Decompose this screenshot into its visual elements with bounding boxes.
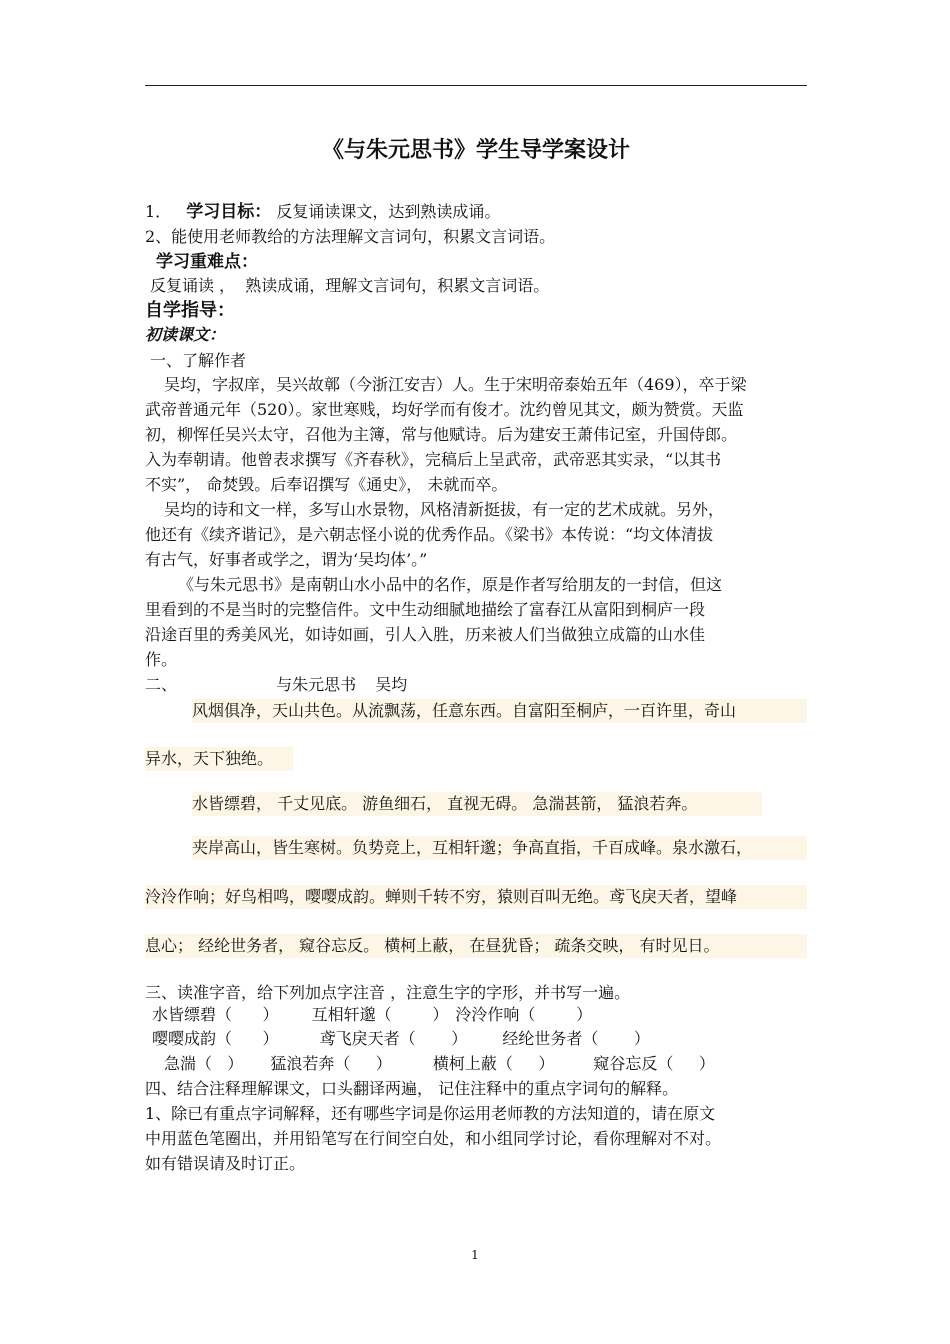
intro-line: 作。 [145, 650, 178, 669]
passage-line: 泠泠作响；好鸟相鸣，嘤嘤成韵。蝉则千转不穷，猿则百叫无绝。鸢飞戾天者，望峰 [145, 885, 807, 909]
first-read-label: 初读课文： [145, 325, 226, 344]
task-line: 如有错误请及时订正。 [145, 1154, 306, 1173]
passage-line: 异水，天下独绝。 [145, 747, 293, 771]
pinyin-row-2 [152, 1027, 814, 1051]
objectives-label: 学习目标： [186, 202, 272, 222]
intro-line: 沿途百里的秀美风光，如诗如画，引人入胜，历来被人们当做独立成篇的山水佳 [145, 625, 706, 644]
passage-line: 风烟俱净，天山共色。从流飘荡，任意东西。自富阳至桐庐，一百许里，奇山 [192, 699, 807, 723]
bio-line: 不实”， 命焚毁。后奉诏撰写《通史》， 未就而卒。 [145, 475, 508, 494]
objectives-line-1 [145, 200, 807, 224]
pinyin-item: 水皆缥碧（ ） [152, 1005, 279, 1024]
pinyin-row-3 [164, 1052, 826, 1076]
pinyin-row-1 [152, 1003, 814, 1027]
difficulty-label: 学习重难点： [156, 252, 258, 272]
text-author: 吴均 [375, 675, 408, 694]
section4-heading: 四、结合注释理解课文，口头翻译两遍， 记住注释中的重点字词句的解释。 [145, 1079, 679, 1098]
bio-line: 有古气，好事者或学之，谓为‘吴均体’。” [145, 550, 428, 569]
bio-line: 吴均，字叔庠，吴兴故鄣（今浙江安吉）人。生于宋明帝泰始五年（469），卒于梁 [164, 375, 747, 394]
task-line: 中用蓝色笔圈出，并用铅笔写在行间空白处，和小组同学讨论，看你理解对不对。 [145, 1129, 722, 1148]
pinyin-item: 鸢飞戾天者（ ） [319, 1029, 468, 1048]
pinyin-item: 互相轩邈（ ） [311, 1005, 449, 1024]
objectives-text-1: 反复诵读课文，达到熟读成诵。 [276, 202, 501, 221]
bio-line: 武帝普通元年（520）。家世寒贱，均好学而有俊才。沈约曾见其文，颇为赞赏。天监 [145, 400, 744, 419]
pinyin-item: 嘤嘤成韵（ ） [152, 1029, 279, 1048]
objectives-line-2: 2、能使用老师教给的方法理解文言词句，积累文言词语。 [145, 227, 556, 246]
document-title: 《与朱元思书》学生导学案设计 [321, 138, 630, 163]
passage-line: 息心； 经纶世务者， 窥谷忘反。 横柯上蔽， 在昼犹昏； 疏条交映， 有时见日。 [145, 934, 807, 958]
pinyin-item: 泠泠作响（ ） [455, 1005, 593, 1024]
objectives-number: 1． [145, 202, 172, 221]
bio-line: 他还有《续齐谐记》，是六朝志怪小说的优秀作品。《梁书》本传说：“均文体清拔 [145, 525, 714, 544]
section1-heading: 一、了解作者 [150, 351, 247, 370]
text-title: 与朱元思书 [276, 675, 357, 694]
pinyin-item: 窥谷忘反（ ） [593, 1054, 715, 1073]
section2-number: 二、 [145, 675, 178, 694]
bio-line: 入为奉朝请。他曾表求撰写《齐春秋》，完稿后上呈武帝，武帝恶其实录，“以其书 [145, 450, 722, 469]
difficulty-text: 反复诵读 ， 熟读成诵，理解文言词句，积累文言词语。 [150, 276, 550, 295]
section3-heading: 三、读准字音，给下列加点字注音 ，注意生字的字形，并书写一遍。 [145, 983, 631, 1002]
intro-line: 里看到的不是当时的完整信件。文中生动细腻地描绘了富春江从富阳到桐庐一段 [145, 600, 706, 619]
task-line: 1、除已有重点字词解释，还有哪些字词是你运用老师教的方法知道的，请在原文 [145, 1104, 716, 1123]
passage-line: 水皆缥碧， 千丈见底。 游鱼细石， 直视无碍。 急湍甚箭， 猛浪若奔。 [192, 792, 762, 816]
pinyin-item: 急湍（ ） [164, 1054, 244, 1073]
pinyin-item: 猛浪若奔（ ） [270, 1054, 392, 1073]
guide-label: 自学指导： [145, 300, 235, 321]
page-number: 1 [471, 1248, 479, 1262]
pinyin-item: 横柯上蔽（ ） [432, 1054, 555, 1073]
section2-heading [145, 673, 807, 697]
bio-line: 吴均的诗和文一样，多写山水景物，风格清新挺拔，有一定的艺术成就。另外， [164, 500, 725, 519]
intro-line: 《与朱元思书》是南朝山水小品中的名作，原是作者写给朋友的一封信，但这 [178, 575, 723, 594]
passage-line: 夹岸高山，皆生寒树。负势竞上，互相轩邈；争高直指，千百成峰。泉水激石， [192, 836, 807, 860]
bio-line: 初，柳恽任吴兴太守，召他为主簿，常与他赋诗。后为建安王萧伟记室，升国侍郎。 [145, 425, 738, 444]
header-rule [145, 85, 807, 86]
pinyin-item: 经纶世务者（ ） [502, 1029, 650, 1048]
